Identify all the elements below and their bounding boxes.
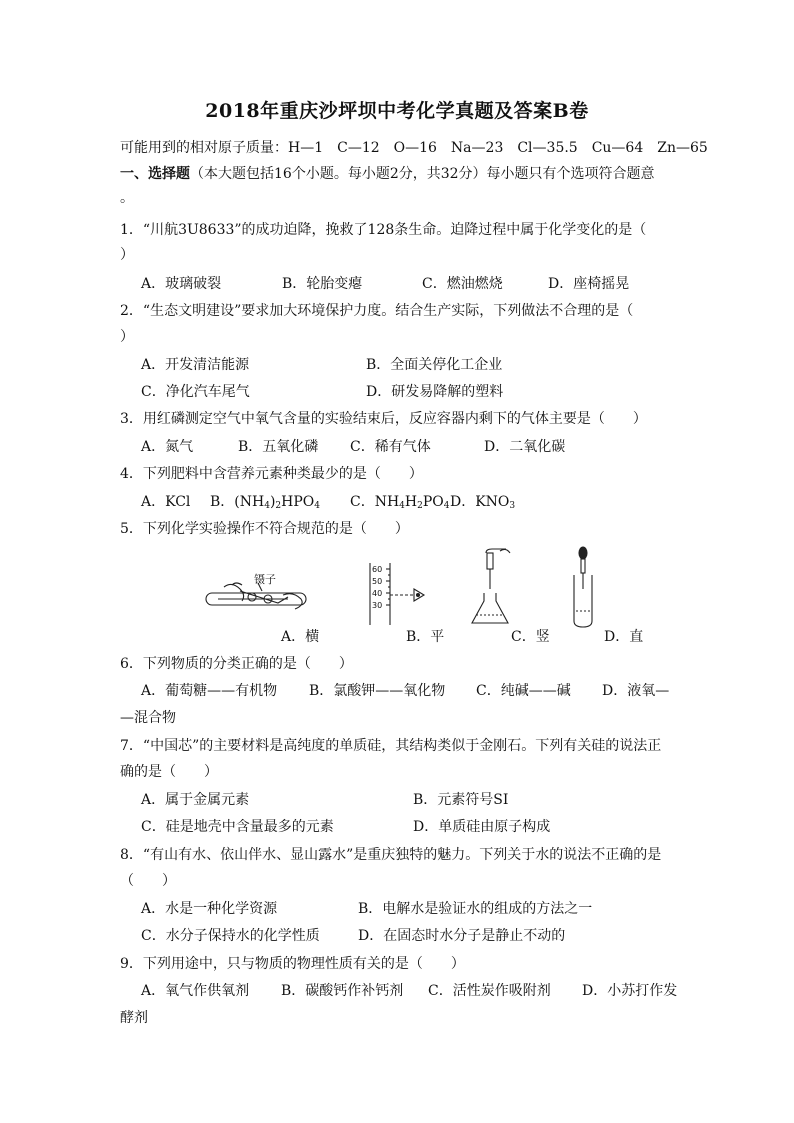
- q7-option-a: A．属于金属元素: [141, 792, 250, 808]
- q3-option-a: A．氮气: [141, 439, 194, 455]
- q5-option-b: B．平: [406, 629, 445, 645]
- q3-option-c: C．稀有气体: [350, 439, 431, 455]
- q8-option-a: A．水是一种化学资源: [141, 901, 278, 917]
- q6-option-d-wrap: —混合物: [120, 710, 176, 726]
- figure-dropper-test-tube: [574, 547, 592, 627]
- q9-option-b: B．碳酸钙作补钙剂: [281, 983, 404, 999]
- section-desc: （本大题包括16个小题。每小题2分，共32分）每小题只有个选项符合题意: [190, 166, 655, 182]
- q4-stem: 4．下列肥料中含营养元素种类最少的是（ ）: [120, 466, 423, 482]
- q9-option-d: D．小苏打作发: [582, 983, 678, 999]
- q8-option-b: B．电解水是验证水的组成的方法之一: [358, 901, 593, 917]
- q9-option-d-wrap: 酵剂: [120, 1010, 148, 1026]
- q8-stem-wrap: （ ）: [120, 873, 176, 889]
- q5-option-d: D．直: [604, 629, 644, 645]
- q2-stem: 2．“生态文明建设”要求加大环境保护力度。结合生产实际，下列做法不合理的是（: [120, 303, 634, 319]
- scale-tick-30: 30: [372, 601, 383, 610]
- q2-option-c: C．净化汽车尾气: [141, 384, 250, 400]
- q4-option-d: D．$KNO_3$: [450, 494, 516, 511]
- q1-stem-wrap: ）: [120, 247, 134, 263]
- q5-option-c: C．竖: [511, 629, 550, 645]
- figure-horizontal-test-tube: [206, 583, 306, 609]
- q1-option-a: A．玻璃破裂: [141, 276, 222, 292]
- q3-option-b: B．五氧化磷: [238, 439, 319, 455]
- q1-option-b: B．轮胎变瘪: [282, 276, 363, 292]
- q8-option-d: D．在固态时水分子是静止不动的: [358, 928, 566, 944]
- atomic-masses: 可能用到的相对原子质量：H—1 C—12 O—16 Na—23 Cl—35.5 Cu—64 Zn—65: [120, 140, 708, 156]
- q7-option-c: C．硅是地壳中含量最多的元素: [141, 819, 334, 835]
- q6-stem: 6．下列物质的分类正确的是（ ）: [120, 656, 353, 672]
- q2-option-b: B．全面关停化工企业: [366, 357, 503, 373]
- figure-dropper-flask: [472, 549, 510, 623]
- q3-option-d: D．二氧化碳: [484, 439, 566, 455]
- lab-operation-figures: [0, 545, 794, 635]
- section-heading-line: [120, 164, 655, 184]
- q4-option-c: C．$NH_4H_2PO_4$: [350, 494, 450, 511]
- section-heading: 一、选择题: [120, 166, 190, 182]
- q4-option-b: B．$(NH_4)_2HPO_4$: [210, 494, 320, 511]
- scale-tick-40: 40: [372, 589, 383, 598]
- q8-option-c: C．水分子保持水的化学性质: [141, 928, 320, 944]
- tweezers-label: 镊子: [254, 573, 276, 586]
- q5-stem: 5．下列化学实验操作不符合规范的是（ ）: [120, 521, 409, 537]
- q9-option-a: A．氧气作供氧剂: [141, 983, 250, 999]
- q2-stem-wrap: ）: [120, 329, 134, 345]
- q6-option-c: C．纯碱——碱: [476, 683, 571, 699]
- q1-option-c: C．燃油燃烧: [422, 276, 503, 292]
- q6-option-b: B．氯酸钾——氧化物: [309, 683, 446, 699]
- q3-stem: 3．用红磷测定空气中氧气含量的实验结束后，反应容器内剩下的气体主要是（ ）: [120, 411, 647, 427]
- scale-tick-50: 50: [372, 577, 383, 586]
- q7-option-b: B．元素符号SI: [413, 792, 509, 808]
- page-title: 2018年重庆沙坪坝中考化学真题及答案B卷: [205, 100, 589, 122]
- q2-option-d: D．研发易降解的塑料: [366, 384, 504, 400]
- q6-option-a: A．葡萄糖——有机物: [141, 683, 278, 699]
- q2-option-a: A．开发清洁能源: [141, 357, 250, 373]
- q1-stem: 1．“川航3U8633”的成功迫降，挽救了128条生命。迫降过程中属于化学变化的是（: [120, 222, 647, 238]
- q7-stem-wrap: 确的是（ ）: [120, 764, 218, 780]
- q8-stem: 8．“有山有水、依山伴水、显山露水”是重庆独特的魅力。下列关于水的说法不正确的是: [120, 847, 662, 863]
- scale-tick-60: 60: [372, 565, 383, 574]
- q9-stem: 9．下列用途中，只与物质的物理性质有关的是（ ）: [120, 956, 465, 972]
- q6-option-d: D．液氧—: [602, 683, 670, 699]
- q9-option-c: C．活性炭作吸附剂: [428, 983, 551, 999]
- q7-option-d: D．单质硅由原子构成: [413, 819, 551, 835]
- q4-option-a: A．KCl: [141, 494, 191, 510]
- q7-stem: 7．“中国芯”的主要材料是高纯度的单质硅，其结构类似于金刚石。下列有关硅的说法正: [120, 738, 662, 754]
- section-desc-wrap: 。: [120, 190, 134, 206]
- q5-option-a: A．横: [281, 629, 320, 645]
- q1-option-d: D．座椅摇晃: [548, 276, 630, 292]
